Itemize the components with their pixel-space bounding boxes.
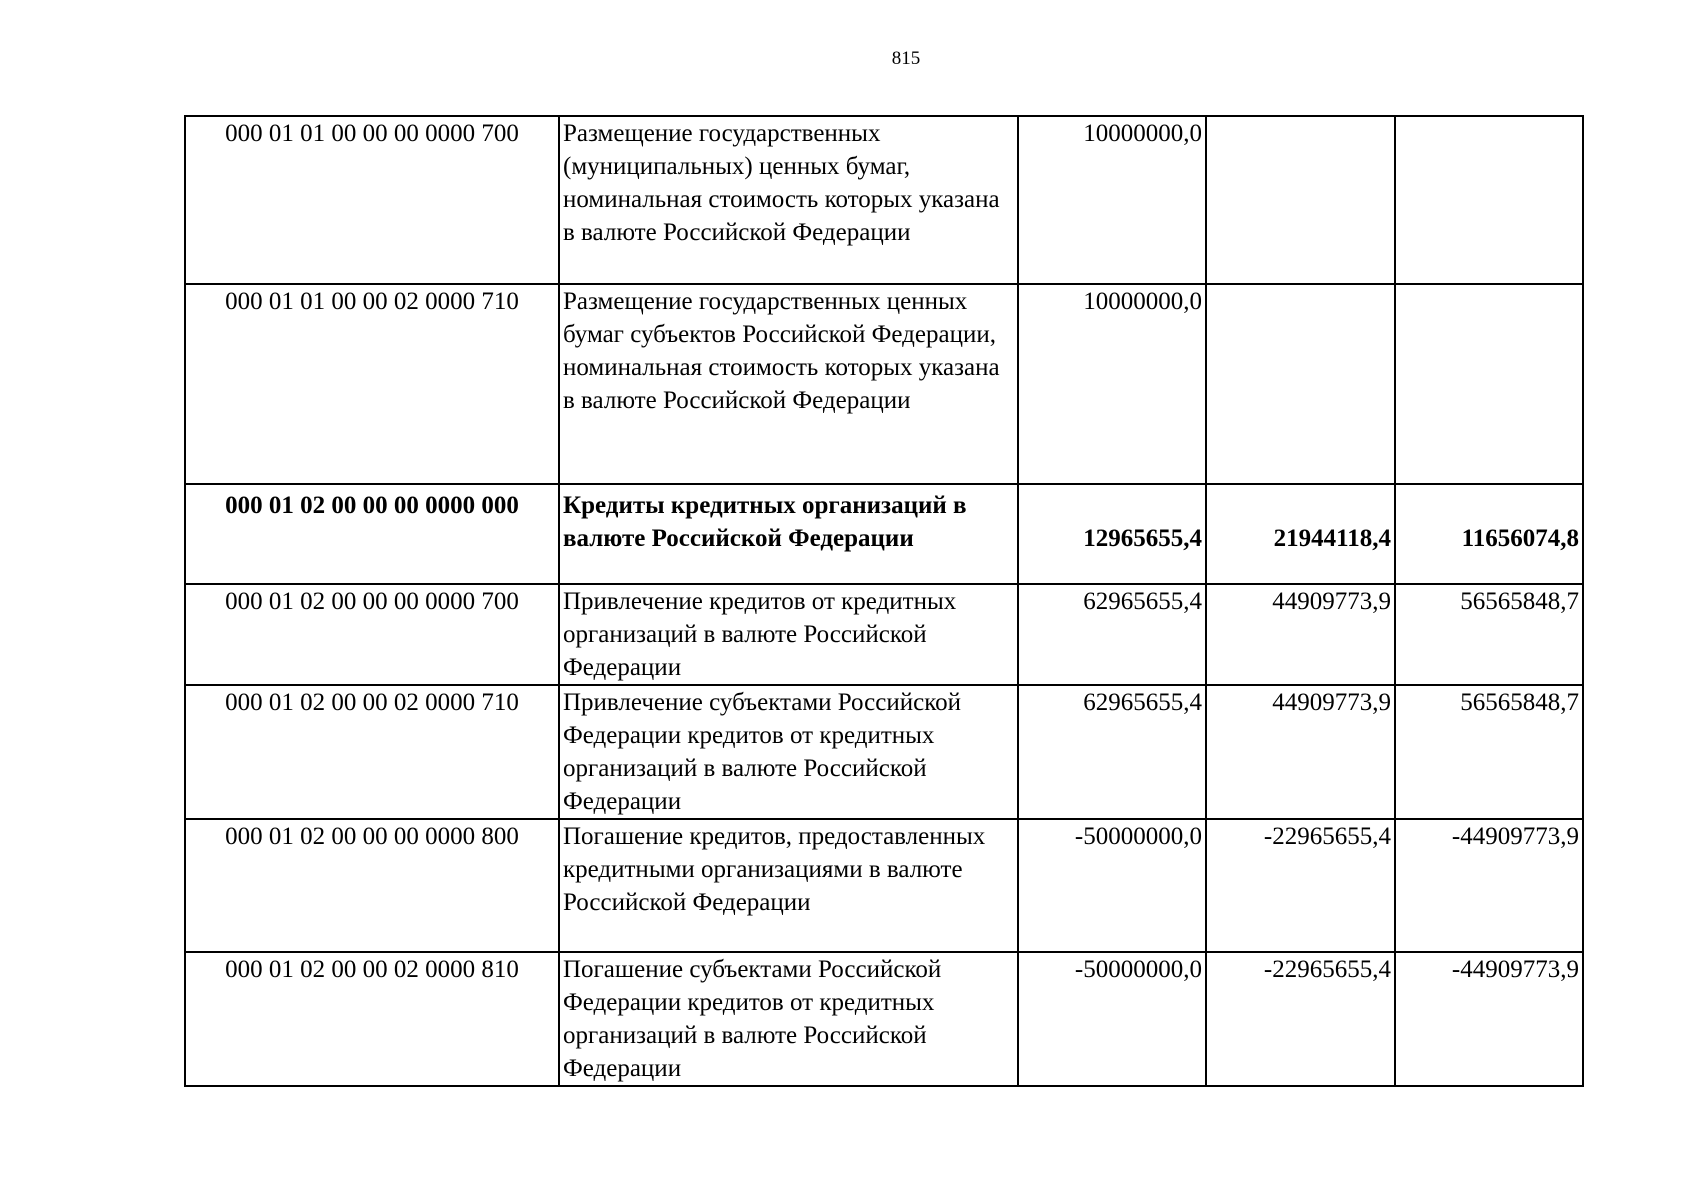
- amount-year-3-cell: 56565848,7: [1395, 584, 1583, 685]
- budget-code-cell: 000 01 01 00 00 00 0000 700: [185, 116, 559, 284]
- amount-year-3-cell: -44909773,9: [1395, 952, 1583, 1086]
- table-row: [185, 685, 1583, 819]
- amount-year-1-cell: 62965655,4: [1018, 584, 1206, 685]
- page-number: 815: [891, 48, 921, 69]
- amount-year-2-cell: 21944118,4: [1206, 484, 1395, 584]
- amount-year-2-cell: -22965655,4: [1206, 952, 1395, 1086]
- amount-year-1-cell: -50000000,0: [1018, 819, 1206, 952]
- amount-year-1-cell: -50000000,0: [1018, 952, 1206, 1086]
- budget-sources-table: [184, 115, 1584, 1087]
- table-row: [185, 116, 1583, 284]
- amount-year-3-cell: [1395, 284, 1583, 484]
- description-cell: Привлечение кредитов от кредитных организаций в валюте Российской Федерации: [559, 584, 1018, 685]
- budget-code-cell: 000 01 02 00 00 00 0000 000: [185, 484, 559, 584]
- description-cell: Размещение государственных ценных бумаг субъектов Российской Федерации, номинальная стоимость которых указана в валюте Российской Федерации: [559, 284, 1018, 484]
- budget-code-cell: 000 01 02 00 00 00 0000 800: [185, 819, 559, 952]
- amount-year-2-cell: [1206, 284, 1395, 484]
- description-cell: Кредиты кредитных организаций в валюте Российской Федерации: [559, 484, 1018, 584]
- budget-code-cell: 000 01 02 00 00 02 0000 810: [185, 952, 559, 1086]
- table-row-section-total: [185, 484, 1583, 584]
- amount-year-2-cell: 44909773,9: [1206, 584, 1395, 685]
- amount-year-3-cell: 56565848,7: [1395, 685, 1583, 819]
- table-row: [185, 284, 1583, 484]
- description-cell: Погашение кредитов, предоставленных кредитными организациями в валюте Российской Федерации: [559, 819, 1018, 952]
- description-cell: Размещение государственных (муниципальных) ценных бумаг, номинальная стоимость которых указана в валюте Российской Федерации: [559, 116, 1018, 284]
- amount-year-2-cell: [1206, 116, 1395, 284]
- amount-year-1-cell: 10000000,0: [1018, 116, 1206, 284]
- description-cell: Привлечение субъектами Российской Федерации кредитов от кредитных организаций в валюте Российской Федерации: [559, 685, 1018, 819]
- amount-year-2-cell: 44909773,9: [1206, 685, 1395, 819]
- budget-code-cell: 000 01 01 00 00 02 0000 710: [185, 284, 559, 484]
- table-row: [185, 584, 1583, 685]
- budget-code-cell: 000 01 02 00 00 02 0000 710: [185, 685, 559, 819]
- amount-year-1-cell: 10000000,0: [1018, 284, 1206, 484]
- amount-year-3-cell: -44909773,9: [1395, 819, 1583, 952]
- table-row: [185, 819, 1583, 952]
- amount-year-1-cell: 12965655,4: [1018, 484, 1206, 584]
- description-cell: Погашение субъектами Российской Федерации кредитов от кредитных организаций в валюте Российской Федерации: [559, 952, 1018, 1086]
- amount-year-2-cell: -22965655,4: [1206, 819, 1395, 952]
- amount-year-3-cell: 11656074,8: [1395, 484, 1583, 584]
- amount-year-1-cell: 62965655,4: [1018, 685, 1206, 819]
- amount-year-3-cell: [1395, 116, 1583, 284]
- table-row: [185, 952, 1583, 1086]
- budget-code-cell: 000 01 02 00 00 00 0000 700: [185, 584, 559, 685]
